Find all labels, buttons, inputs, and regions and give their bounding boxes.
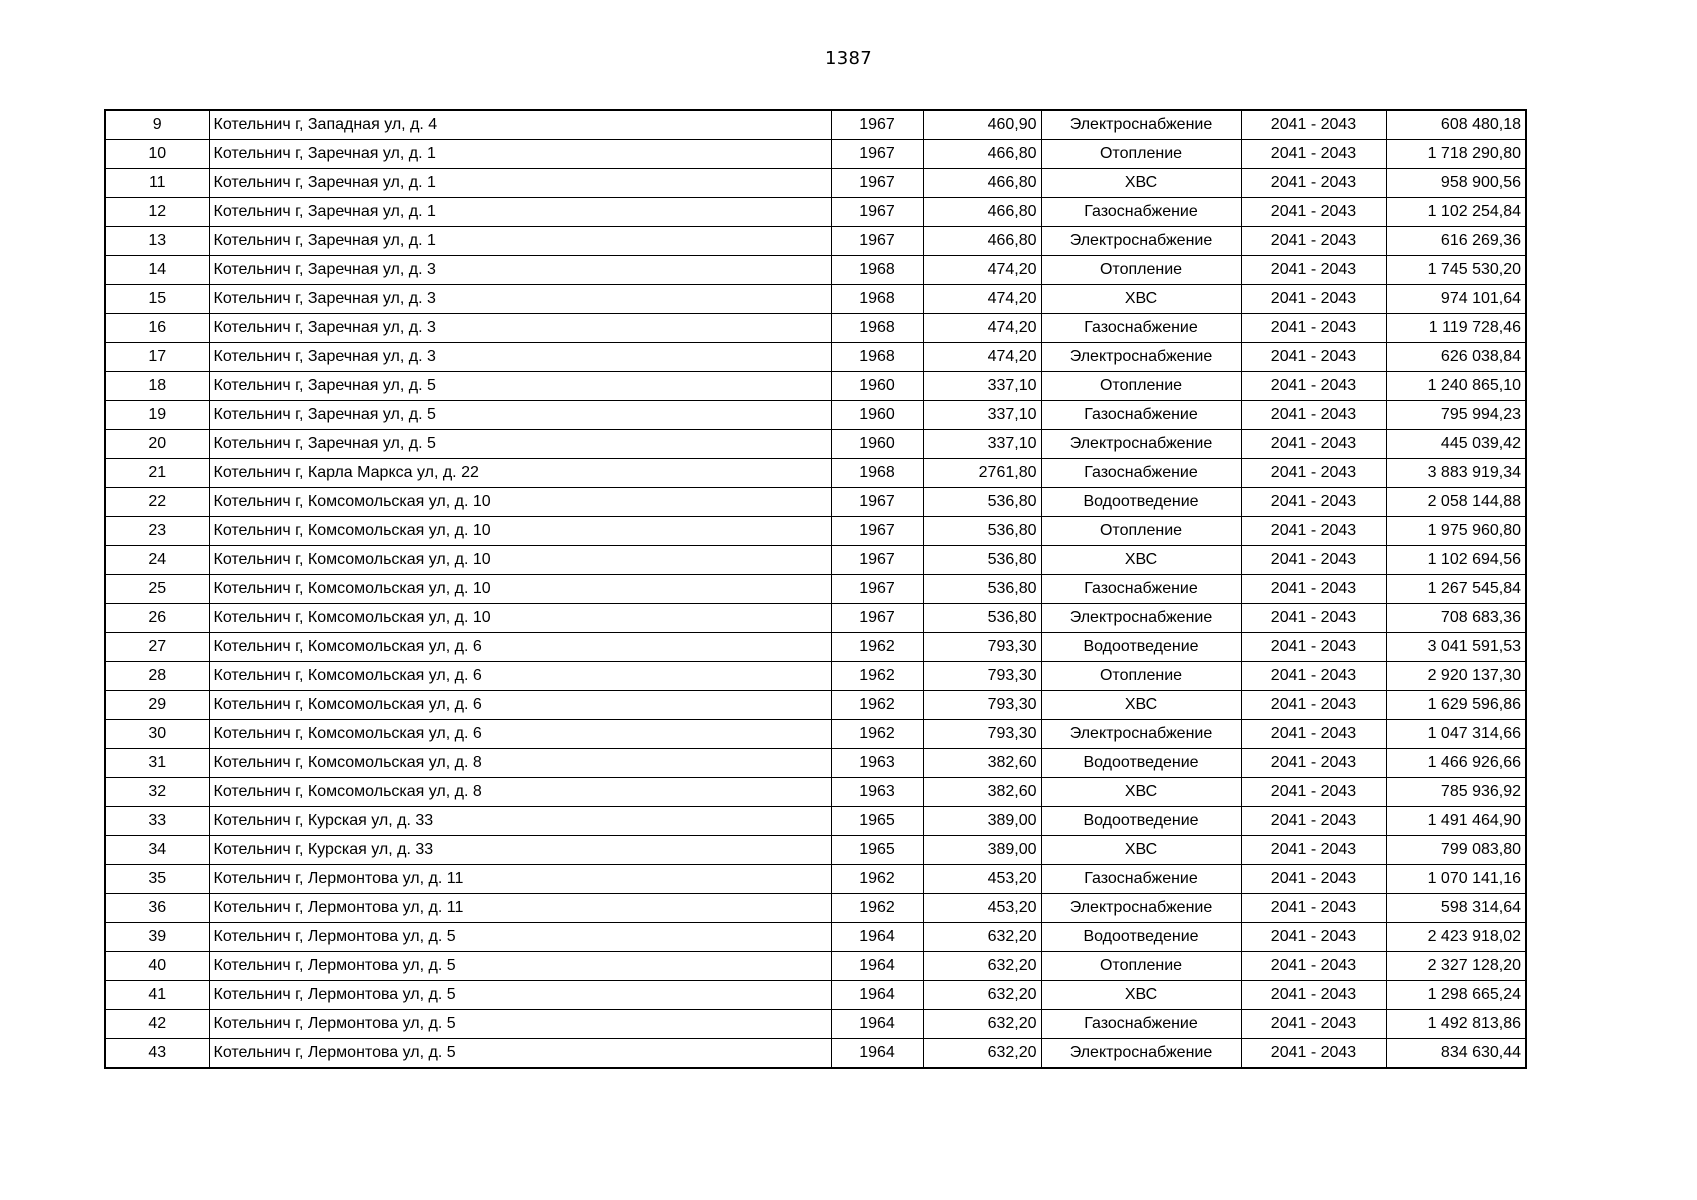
area-cell: 466,80: [923, 140, 1041, 169]
address-cell: Котельнич г, Заречная ул, д. 3: [209, 256, 831, 285]
row-number-cell: 36: [105, 894, 209, 923]
service-type-cell: Отопление: [1041, 372, 1241, 401]
address-cell: Котельнич г, Заречная ул, д. 3: [209, 314, 831, 343]
address-cell: Котельнич г, Заречная ул, д. 5: [209, 430, 831, 459]
period-cell: 2041 - 2043: [1241, 488, 1386, 517]
build-year-cell: 1964: [831, 952, 923, 981]
table-row: [105, 314, 1526, 343]
table-row: [105, 749, 1526, 778]
table-row: [105, 343, 1526, 372]
period-cell: 2041 - 2043: [1241, 836, 1386, 865]
address-cell: Котельнич г, Комсомольская ул, д. 6: [209, 662, 831, 691]
cost-cell: 708 683,36: [1386, 604, 1526, 633]
row-number-cell: 9: [105, 110, 209, 140]
service-type-cell: Водоотведение: [1041, 749, 1241, 778]
repair-schedule-table: [104, 109, 1527, 1069]
area-cell: 337,10: [923, 372, 1041, 401]
period-cell: 2041 - 2043: [1241, 952, 1386, 981]
cost-cell: 1 492 813,86: [1386, 1010, 1526, 1039]
period-cell: 2041 - 2043: [1241, 691, 1386, 720]
service-type-cell: ХВС: [1041, 778, 1241, 807]
table-row: [105, 198, 1526, 227]
row-number-cell: 30: [105, 720, 209, 749]
table-row: [105, 952, 1526, 981]
service-type-cell: ХВС: [1041, 546, 1241, 575]
service-type-cell: ХВС: [1041, 285, 1241, 314]
build-year-cell: 1967: [831, 140, 923, 169]
row-number-cell: 14: [105, 256, 209, 285]
cost-cell: 2 423 918,02: [1386, 923, 1526, 952]
table-row: [105, 227, 1526, 256]
area-cell: 453,20: [923, 894, 1041, 923]
period-cell: 2041 - 2043: [1241, 981, 1386, 1010]
service-type-cell: Электроснабжение: [1041, 604, 1241, 633]
row-number-cell: 15: [105, 285, 209, 314]
area-cell: 382,60: [923, 778, 1041, 807]
cost-cell: 2 058 144,88: [1386, 488, 1526, 517]
service-type-cell: Газоснабжение: [1041, 314, 1241, 343]
table-row: [105, 662, 1526, 691]
table-row: [105, 110, 1526, 140]
table-row: [105, 517, 1526, 546]
build-year-cell: 1967: [831, 517, 923, 546]
row-number-cell: 40: [105, 952, 209, 981]
table-row: [105, 169, 1526, 198]
address-cell: Котельнич г, Лермонтова ул, д. 5: [209, 981, 831, 1010]
address-cell: Котельнич г, Лермонтова ул, д. 5: [209, 1039, 831, 1069]
row-number-cell: 32: [105, 778, 209, 807]
build-year-cell: 1965: [831, 807, 923, 836]
build-year-cell: 1967: [831, 110, 923, 140]
address-cell: Котельнич г, Карла Маркса ул, д. 22: [209, 459, 831, 488]
address-cell: Котельнич г, Комсомольская ул, д. 6: [209, 720, 831, 749]
build-year-cell: 1968: [831, 285, 923, 314]
table-row: [105, 894, 1526, 923]
table-row: [105, 546, 1526, 575]
period-cell: 2041 - 2043: [1241, 720, 1386, 749]
table-row: [105, 1010, 1526, 1039]
period-cell: 2041 - 2043: [1241, 169, 1386, 198]
build-year-cell: 1962: [831, 894, 923, 923]
area-cell: 632,20: [923, 952, 1041, 981]
address-cell: Котельнич г, Заречная ул, д. 5: [209, 372, 831, 401]
period-cell: 2041 - 2043: [1241, 110, 1386, 140]
address-cell: Котельнич г, Курская ул, д. 33: [209, 807, 831, 836]
address-cell: Котельнич г, Комсомольская ул, д. 10: [209, 546, 831, 575]
period-cell: 2041 - 2043: [1241, 865, 1386, 894]
cost-cell: 2 327 128,20: [1386, 952, 1526, 981]
row-number-cell: 24: [105, 546, 209, 575]
build-year-cell: 1967: [831, 546, 923, 575]
row-number-cell: 39: [105, 923, 209, 952]
build-year-cell: 1967: [831, 488, 923, 517]
build-year-cell: 1968: [831, 343, 923, 372]
service-type-cell: Водоотведение: [1041, 923, 1241, 952]
address-cell: Котельнич г, Заречная ул, д. 5: [209, 401, 831, 430]
area-cell: 632,20: [923, 981, 1041, 1010]
table-row: [105, 285, 1526, 314]
cost-cell: 785 936,92: [1386, 778, 1526, 807]
period-cell: 2041 - 2043: [1241, 662, 1386, 691]
service-type-cell: ХВС: [1041, 981, 1241, 1010]
row-number-cell: 35: [105, 865, 209, 894]
service-type-cell: Электроснабжение: [1041, 894, 1241, 923]
build-year-cell: 1967: [831, 575, 923, 604]
address-cell: Котельнич г, Лермонтова ул, д. 5: [209, 923, 831, 952]
cost-cell: 974 101,64: [1386, 285, 1526, 314]
cost-cell: 1 267 545,84: [1386, 575, 1526, 604]
build-year-cell: 1962: [831, 691, 923, 720]
build-year-cell: 1965: [831, 836, 923, 865]
row-number-cell: 41: [105, 981, 209, 1010]
area-cell: 389,00: [923, 807, 1041, 836]
row-number-cell: 10: [105, 140, 209, 169]
area-cell: 793,30: [923, 720, 1041, 749]
area-cell: 337,10: [923, 401, 1041, 430]
service-type-cell: Водоотведение: [1041, 488, 1241, 517]
service-type-cell: Электроснабжение: [1041, 1039, 1241, 1069]
address-cell: Котельнич г, Комсомольская ул, д. 6: [209, 691, 831, 720]
table-row: [105, 401, 1526, 430]
area-cell: 474,20: [923, 343, 1041, 372]
service-type-cell: Отопление: [1041, 517, 1241, 546]
row-number-cell: 22: [105, 488, 209, 517]
cost-cell: 3 041 591,53: [1386, 633, 1526, 662]
row-number-cell: 18: [105, 372, 209, 401]
row-number-cell: 19: [105, 401, 209, 430]
service-type-cell: Электроснабжение: [1041, 110, 1241, 140]
cost-cell: 958 900,56: [1386, 169, 1526, 198]
period-cell: 2041 - 2043: [1241, 517, 1386, 546]
build-year-cell: 1962: [831, 720, 923, 749]
row-number-cell: 31: [105, 749, 209, 778]
table-row: [105, 865, 1526, 894]
cost-cell: 608 480,18: [1386, 110, 1526, 140]
period-cell: 2041 - 2043: [1241, 285, 1386, 314]
cost-cell: 1 491 464,90: [1386, 807, 1526, 836]
area-cell: 466,80: [923, 198, 1041, 227]
build-year-cell: 1962: [831, 633, 923, 662]
cost-cell: 1 070 141,16: [1386, 865, 1526, 894]
period-cell: 2041 - 2043: [1241, 430, 1386, 459]
address-cell: Котельнич г, Комсомольская ул, д. 8: [209, 749, 831, 778]
cost-cell: 1 102 254,84: [1386, 198, 1526, 227]
table-row: [105, 256, 1526, 285]
table-row: [105, 459, 1526, 488]
service-type-cell: Газоснабжение: [1041, 401, 1241, 430]
row-number-cell: 33: [105, 807, 209, 836]
address-cell: Котельнич г, Лермонтова ул, д. 11: [209, 894, 831, 923]
table-row: [105, 923, 1526, 952]
table-row: [105, 836, 1526, 865]
build-year-cell: 1960: [831, 401, 923, 430]
build-year-cell: 1968: [831, 314, 923, 343]
cost-cell: 1 240 865,10: [1386, 372, 1526, 401]
cost-cell: 795 994,23: [1386, 401, 1526, 430]
period-cell: 2041 - 2043: [1241, 1039, 1386, 1069]
table-row: [105, 604, 1526, 633]
row-number-cell: 21: [105, 459, 209, 488]
cost-cell: 626 038,84: [1386, 343, 1526, 372]
row-number-cell: 34: [105, 836, 209, 865]
cost-cell: 1 718 290,80: [1386, 140, 1526, 169]
address-cell: Котельнич г, Комсомольская ул, д. 10: [209, 517, 831, 546]
table-row: [105, 807, 1526, 836]
area-cell: 474,20: [923, 285, 1041, 314]
table-body: [105, 110, 1526, 1068]
area-cell: 793,30: [923, 662, 1041, 691]
table-row: [105, 488, 1526, 517]
table-row: [105, 691, 1526, 720]
area-cell: 453,20: [923, 865, 1041, 894]
area-cell: 389,00: [923, 836, 1041, 865]
address-cell: Котельнич г, Лермонтова ул, д. 5: [209, 1010, 831, 1039]
address-cell: Котельнич г, Комсомольская ул, д. 8: [209, 778, 831, 807]
table-row: [105, 140, 1526, 169]
service-type-cell: Электроснабжение: [1041, 430, 1241, 459]
cost-cell: 1 298 665,24: [1386, 981, 1526, 1010]
build-year-cell: 1962: [831, 865, 923, 894]
period-cell: 2041 - 2043: [1241, 894, 1386, 923]
row-number-cell: 16: [105, 314, 209, 343]
build-year-cell: 1964: [831, 1010, 923, 1039]
table-row: [105, 430, 1526, 459]
row-number-cell: 25: [105, 575, 209, 604]
service-type-cell: Электроснабжение: [1041, 720, 1241, 749]
service-type-cell: Газоснабжение: [1041, 1010, 1241, 1039]
address-cell: Котельнич г, Заречная ул, д. 1: [209, 198, 831, 227]
period-cell: 2041 - 2043: [1241, 546, 1386, 575]
service-type-cell: Отопление: [1041, 952, 1241, 981]
period-cell: 2041 - 2043: [1241, 749, 1386, 778]
service-type-cell: Водоотведение: [1041, 807, 1241, 836]
address-cell: Котельнич г, Заречная ул, д. 3: [209, 285, 831, 314]
area-cell: 793,30: [923, 691, 1041, 720]
build-year-cell: 1960: [831, 430, 923, 459]
service-type-cell: Газоснабжение: [1041, 575, 1241, 604]
area-cell: 536,80: [923, 575, 1041, 604]
address-cell: Котельнич г, Комсомольская ул, д. 10: [209, 604, 831, 633]
area-cell: 536,80: [923, 488, 1041, 517]
cost-cell: 1 466 926,66: [1386, 749, 1526, 778]
service-type-cell: Электроснабжение: [1041, 227, 1241, 256]
area-cell: 632,20: [923, 923, 1041, 952]
row-number-cell: 26: [105, 604, 209, 633]
row-number-cell: 29: [105, 691, 209, 720]
area-cell: 536,80: [923, 546, 1041, 575]
service-type-cell: Отопление: [1041, 140, 1241, 169]
area-cell: 474,20: [923, 256, 1041, 285]
area-cell: 474,20: [923, 314, 1041, 343]
row-number-cell: 11: [105, 169, 209, 198]
service-type-cell: ХВС: [1041, 836, 1241, 865]
build-year-cell: 1968: [831, 256, 923, 285]
area-cell: 632,20: [923, 1010, 1041, 1039]
build-year-cell: 1962: [831, 662, 923, 691]
page-number: 1387: [824, 48, 872, 69]
row-number-cell: 28: [105, 662, 209, 691]
period-cell: 2041 - 2043: [1241, 227, 1386, 256]
cost-cell: 834 630,44: [1386, 1039, 1526, 1069]
period-cell: 2041 - 2043: [1241, 1010, 1386, 1039]
build-year-cell: 1964: [831, 981, 923, 1010]
table-row: [105, 1039, 1526, 1069]
cost-cell: 1 102 694,56: [1386, 546, 1526, 575]
period-cell: 2041 - 2043: [1241, 343, 1386, 372]
service-type-cell: Отопление: [1041, 256, 1241, 285]
cost-cell: 1 975 960,80: [1386, 517, 1526, 546]
address-cell: Котельнич г, Заречная ул, д. 1: [209, 227, 831, 256]
period-cell: 2041 - 2043: [1241, 140, 1386, 169]
build-year-cell: 1967: [831, 227, 923, 256]
row-number-cell: 43: [105, 1039, 209, 1069]
area-cell: 382,60: [923, 749, 1041, 778]
address-cell: Котельнич г, Лермонтова ул, д. 11: [209, 865, 831, 894]
period-cell: 2041 - 2043: [1241, 778, 1386, 807]
period-cell: 2041 - 2043: [1241, 923, 1386, 952]
area-cell: 460,90: [923, 110, 1041, 140]
period-cell: 2041 - 2043: [1241, 256, 1386, 285]
address-cell: Котельнич г, Комсомольская ул, д. 6: [209, 633, 831, 662]
address-cell: Котельнич г, Западная ул, д. 4: [209, 110, 831, 140]
address-cell: Котельнич г, Лермонтова ул, д. 5: [209, 952, 831, 981]
table-row: [105, 981, 1526, 1010]
area-cell: 793,30: [923, 633, 1041, 662]
area-cell: 466,80: [923, 169, 1041, 198]
cost-cell: 3 883 919,34: [1386, 459, 1526, 488]
address-cell: Котельнич г, Заречная ул, д. 1: [209, 169, 831, 198]
row-number-cell: 20: [105, 430, 209, 459]
service-type-cell: Газоснабжение: [1041, 865, 1241, 894]
build-year-cell: 1968: [831, 459, 923, 488]
row-number-cell: 12: [105, 198, 209, 227]
period-cell: 2041 - 2043: [1241, 575, 1386, 604]
period-cell: 2041 - 2043: [1241, 459, 1386, 488]
cost-cell: 1 745 530,20: [1386, 256, 1526, 285]
cost-cell: 598 314,64: [1386, 894, 1526, 923]
service-type-cell: ХВС: [1041, 691, 1241, 720]
cost-cell: 616 269,36: [1386, 227, 1526, 256]
period-cell: 2041 - 2043: [1241, 372, 1386, 401]
row-number-cell: 13: [105, 227, 209, 256]
service-type-cell: Газоснабжение: [1041, 198, 1241, 227]
period-cell: 2041 - 2043: [1241, 314, 1386, 343]
build-year-cell: 1963: [831, 778, 923, 807]
period-cell: 2041 - 2043: [1241, 198, 1386, 227]
build-year-cell: 1964: [831, 1039, 923, 1069]
row-number-cell: 27: [105, 633, 209, 662]
table-row: [105, 778, 1526, 807]
table-row: [105, 633, 1526, 662]
area-cell: 536,80: [923, 517, 1041, 546]
address-cell: Котельнич г, Курская ул, д. 33: [209, 836, 831, 865]
table-row: [105, 720, 1526, 749]
cost-cell: 1 047 314,66: [1386, 720, 1526, 749]
address-cell: Котельнич г, Заречная ул, д. 3: [209, 343, 831, 372]
build-year-cell: 1964: [831, 923, 923, 952]
area-cell: 2761,80: [923, 459, 1041, 488]
service-type-cell: ХВС: [1041, 169, 1241, 198]
cost-cell: 445 039,42: [1386, 430, 1526, 459]
row-number-cell: 17: [105, 343, 209, 372]
period-cell: 2041 - 2043: [1241, 604, 1386, 633]
service-type-cell: Отопление: [1041, 662, 1241, 691]
area-cell: 466,80: [923, 227, 1041, 256]
period-cell: 2041 - 2043: [1241, 807, 1386, 836]
row-number-cell: 42: [105, 1010, 209, 1039]
table-row: [105, 575, 1526, 604]
build-year-cell: 1963: [831, 749, 923, 778]
build-year-cell: 1960: [831, 372, 923, 401]
period-cell: 2041 - 2043: [1241, 633, 1386, 662]
address-cell: Котельнич г, Комсомольская ул, д. 10: [209, 488, 831, 517]
area-cell: 337,10: [923, 430, 1041, 459]
period-cell: 2041 - 2043: [1241, 401, 1386, 430]
cost-cell: 1 119 728,46: [1386, 314, 1526, 343]
cost-cell: 799 083,80: [1386, 836, 1526, 865]
service-type-cell: Электроснабжение: [1041, 343, 1241, 372]
service-type-cell: Газоснабжение: [1041, 459, 1241, 488]
row-number-cell: 23: [105, 517, 209, 546]
cost-cell: 2 920 137,30: [1386, 662, 1526, 691]
build-year-cell: 1967: [831, 198, 923, 227]
build-year-cell: 1967: [831, 169, 923, 198]
cost-cell: 1 629 596,86: [1386, 691, 1526, 720]
area-cell: 632,20: [923, 1039, 1041, 1069]
table-row: [105, 372, 1526, 401]
build-year-cell: 1967: [831, 604, 923, 633]
service-type-cell: Водоотведение: [1041, 633, 1241, 662]
address-cell: Котельнич г, Заречная ул, д. 1: [209, 140, 831, 169]
area-cell: 536,80: [923, 604, 1041, 633]
address-cell: Котельнич г, Комсомольская ул, д. 10: [209, 575, 831, 604]
